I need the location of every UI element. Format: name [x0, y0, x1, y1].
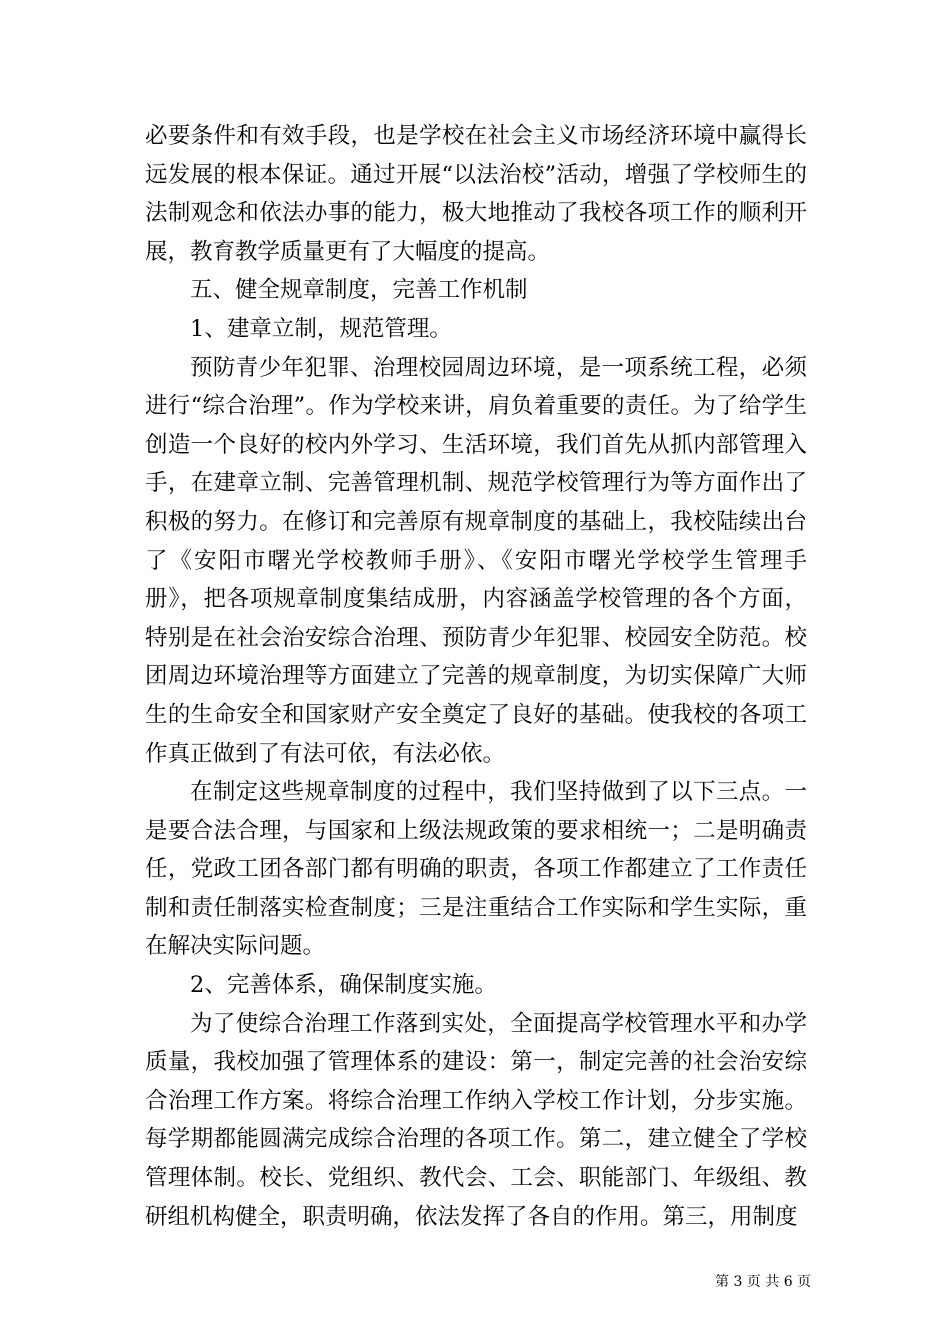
paragraph-three-points: 在制定这些规章制度的过程中，我们坚持做到了以下三点。一是要合法合理，与国家和上级法规政策的要求相统一；二是明确责任，党政工团各部门都有明确的职责，各项工作都建立了工作责任制和责任制落实检查制度；三是注重结合工作实际和学生实际，重在解决实际问题。 — [145, 779, 807, 960]
paragraph-rules: 预防青少年犯罪、治理校园周边环境，是一项系统工程，必须进行“综合治理”。作为学校来讲，肩负着重要的责任。为了给学生创造一个良好的校内外学习、生活环境，我们首先从抓内部管理入手，在建章立制、完善管理机制、规范学校管理行为等方面作出了积极的努力。在修订和完善原有规章制度的基础上，我校陆续出台了《安阳市曙光学校教师手册》、《安阳市曙光学校学生管理手册》，把各项规章制度集结成册，内容涵盖学校管理的各个方面，特别是在社会治安综合治理、预防青少年犯罪、校园安全防范。校团周边环境治理等方面建立了完善的规章制度，为切实保障广大师生的生命安全和国家财产安全奠定了良好的基础。使我校的各项工作真正做到了有法可依，有法必依。 — [145, 354, 807, 767]
subheading-2: 2、完善体系，确保制度实施。 — [190, 972, 497, 999]
section-heading-5: 五、健全规章制度，完善工作机制 — [190, 277, 528, 304]
document-body — [145, 117, 807, 1236]
paragraph-continuation: 必要条件和有效手段，也是学校在社会主义市场经济环境中赢得长远发展的根本保证。通过开展“以法治校”活动，增强了学校师生的法制观念和依法办事的能力，极大地推动了我校各项工作的顺利开展，教育教学质量更有了大幅度的提高。 — [145, 123, 807, 265]
subheading-1: 1、建章立制，规范管理。 — [190, 315, 452, 342]
page-number-footer: 第 3 页 共 6 页 — [715, 1274, 812, 1290]
paragraph-system: 为了使综合治理工作落到实处，全面提高学校管理水平和办学质量，我校加强了管理体系的建设：第一，制定完善的社会治安综合治理工作方案。将综合治理工作纳入学校工作计划，分步实施。每学期都能圆满完成综合治理的各项工作。第二，建立健全了学校管理体制。校长、党组织、教代会、工会、职能部门、年级组、教研组机构健全，职责明确，依法发挥了各自的作用。第三，用制度 — [145, 1010, 807, 1230]
